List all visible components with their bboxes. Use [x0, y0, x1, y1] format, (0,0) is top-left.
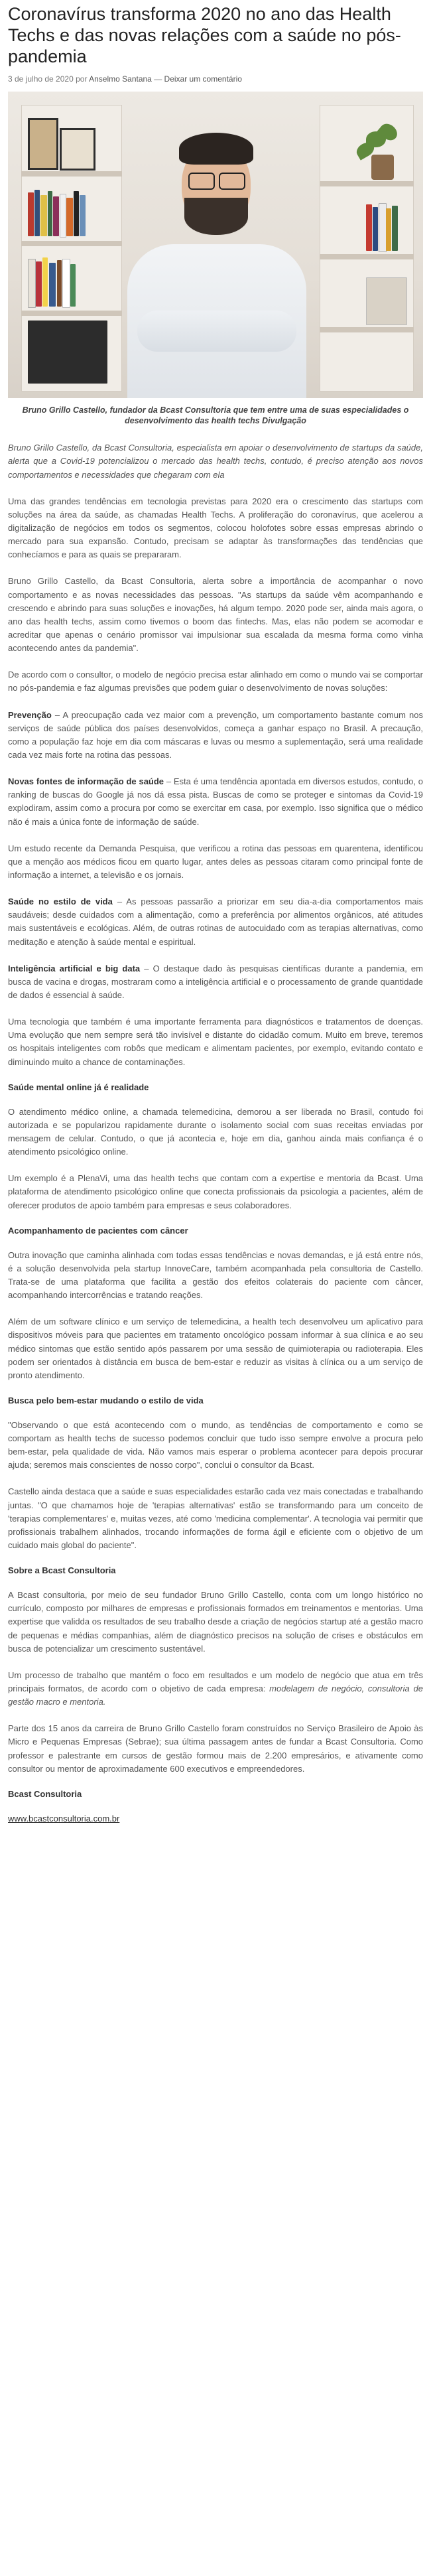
crossed-arms: [137, 311, 296, 352]
book: [28, 259, 36, 308]
book: [53, 196, 59, 236]
trend-text: – A preocupação cada vez maior com a prevenção, um comportamento bastante comum nos serviços de saúde pública dos países desenvolvidos, começa a ganhar espaço no Brasil. A precaução, como a população faz hoje em dia com máscaras e luvas ou mesmo a suplementação, será uma realidade cada vez mais forte na rotina das pessoas.: [8, 709, 423, 760]
paragraph-13: [8, 1669, 423, 1709]
author-link[interactable]: Anselmo Santana: [89, 74, 152, 84]
heading-sobre: Sobre a Bcast Consultoria: [8, 1565, 116, 1576]
book: [40, 195, 47, 236]
glasses-left-lens: [188, 173, 215, 190]
trend-text: – As pessoas passarão a priorizar em seu dia-a-dia comportamentos mais saudáveis; desde cuidados com a alimentação, como a preferência por alimentos orgânicos, até atitudes mais sustentáveis e ecológicas. Além, de outras rotinas de autocuidado com as terapias alternativas, como meditação e atenção à saúde mental e espiritual.: [8, 896, 423, 947]
paragraph-14: Parte dos 15 anos da carreira de Bruno Grillo Castello foram construídos no Serviço Brasileiro de Apoio às Micro e Pequenas Empresas (Sebrae); sua última passagem antes de fundar a Bcast Consultoria. Como professor e palestrante em cursos de gestão formou mais de 2.200 empresários, e ativamente como consultor ou mentor de aproximadamente 600 executivos e empreendedores.: [8, 1723, 423, 1774]
trend-prevencao: [8, 709, 423, 762]
paragraph-2: Bruno Grillo Castello, da Bcast Consultoria, alerta sobre a importância de acompanhar o novo comportamento e as novas necessidades das pessoas. "As startups da saúde vêm acompanhando e crescendo e abrindo para suas soluções e inovações, há algum tempo. 2020 pode ser, ainda mais agora, o ano das health techs, assim como tivemos o boom das fintechs. Mas, elas não podem se acomodar e acreditar que apenas o cenário promissor vai impulsionar sua escalada da mesma forma como vinha acontecendo antes da pandemia".: [8, 576, 423, 654]
trend-label: Novas fontes de informação de saúde: [8, 776, 164, 787]
paragraph-11: Castello ainda destaca que a saúde e suas especialidades estarão cada vez mais conectadas e trabalhando juntas. "O que chamamos hoje de 'terapias alternativas' estão se transformando para um conceito de 'terapias complementares' e, muitas vezes, até como 'medicina complementar'. A tecnologia vai permitir que profissionais trabalhem alinhados, trocando informações de forma ágil e eficiente com o objetivo de um cuidado mais global do paciente".: [8, 1486, 423, 1551]
article-meta: [8, 74, 423, 84]
trend-label: Saúde no estilo de vida: [8, 896, 113, 907]
book: [57, 260, 62, 307]
trend-label: Prevenção: [8, 709, 52, 720]
paragraph-13-text: Um processo de trabalho que mantém o foco em resultados e um modelo de negócio que atua em três principais formatos, de acordo com o objetivo de cada empresa:: [8, 1670, 423, 1694]
by-label: por: [76, 74, 88, 84]
website-link[interactable]: www.bcastconsultoria.com.br: [8, 1813, 120, 1824]
plant-pot: [371, 155, 394, 180]
paragraph-3: De acordo com o consultor, o modelo de negócio precisa estar alinhado em como o mundo vai se comportar no pós-pandemia e faz algumas previsões que podem guiar o desenvolvimento de novas soluções:: [8, 670, 423, 693]
intro-paragraph: Bruno Grillo Castello, da Bcast Consultoria, especialista em apoiar o desenvolvimento de startups da saúde, alerta que a Covid-19 potencializou o mercado das health techs, contudo, é preciso atenção aos novos comportamentos e necessidades que chegaram com ela: [8, 443, 423, 480]
shelf-board: [21, 241, 122, 246]
photo-frame: [60, 128, 95, 171]
book: [74, 191, 79, 236]
book: [62, 259, 70, 308]
book: [373, 207, 378, 251]
paragraph-6: O atendimento médico online, a chamada telemedicina, demorou a ser liberada no Brasil, contudo foi autorizada e se popularizou rapidamente durante o isolamento social com suas receitas enviadas por mensagem de celular. Contudo, o que já acontecia e, hoje em dia, ganhou ainda mais confiança é o atendimento psicológico online.: [8, 1106, 423, 1157]
meta-separator: —: [154, 74, 162, 84]
book: [49, 263, 56, 307]
trend-label: Inteligência artificial e big data: [8, 963, 141, 973]
shelf-board: [320, 181, 414, 186]
storage-box: [366, 277, 407, 325]
trend-text: – O destaque dado às pesquisas científicas durante a pandemia, em busca de vacina e drogas, mostraram como a inteligência artificial e o processamento de grande quantidade de dados é essencial à saúde.: [8, 963, 423, 1000]
book: [34, 190, 40, 236]
person-beard: [184, 198, 248, 235]
heading-saude-mental: Saúde mental online já é realidade: [8, 1082, 149, 1092]
book: [70, 264, 76, 307]
trend-fontes: [8, 775, 423, 829]
trend-estilo-de-vida: [8, 895, 423, 949]
shelf-board: [320, 327, 414, 332]
paragraph-7: Um exemplo é a PlenaVi, uma das health techs que contam com a expertise e mentoria da Bcast. Uma plataforma de atendimento psicológico online que conecta profissionais da psicologia a pacientes, além de oferecer produtos de apoio também para empresas e seus colaboradores.: [8, 1173, 423, 1210]
book: [392, 206, 398, 251]
glasses-right-lens: [219, 173, 245, 190]
featured-photo: [8, 92, 423, 398]
heading-cancer: Acompanhamento de pacientes com câncer: [8, 1225, 188, 1236]
post-date-link[interactable]: 3 de julho de 2020: [8, 74, 74, 84]
book: [60, 194, 66, 238]
paragraph-5: Uma tecnologia que também é uma importante ferramenta para diagnósticos e tratamentos de doenças. Uma evolução que nem sempre será tão invisível e distante do cidadão comum. Muito em breve, teremos os hospitais inteligentes com robôs que medicam e alimentam pacientes, por exemplo, evitando contato e diminuindo muito a chance de contaminações.: [8, 1017, 423, 1067]
paragraph-12: A Bcast consultoria, por meio de seu fundador Bruno Grillo Castello, conta com um longo histórico no currículo, composto por milhares de empresas e profissionais formados em treinamentos e mentorias. Uma expertise que validda os resultados de seu trabalho desde a criação de negócios startup até a gestão macro de pequenas e médias companhias, além de diagnóstico precisos na solução de crises e obstáculos em busca de potencializar um crescimento sustentável.: [8, 1590, 423, 1654]
heading-bem-estar: Busca pelo bem-estar mudando o estilo de vida: [8, 1395, 204, 1405]
shelf-board: [21, 311, 122, 316]
paragraph-13-formats: modelagem de negócio, consultoria de gestão macro e mentoria.: [8, 1683, 423, 1707]
book: [42, 257, 48, 307]
paragraph-9: Além de um software clínico e um serviço de telemedicina, a health tech desenvolveu um aplicativo para dispositivos móveis para que pacientes em tratamento oncológico possam informar à sua clínica e ao seu médico sintomas que estão sentido após passarem por uma sessão de quimioterapia ou radioterapia. Eles podem ser orientados à distância em busca de bem-estar e reduzir as visitas à clínica ou a um serviço de pronto atendimento.: [8, 1317, 423, 1380]
comment-link[interactable]: Deixar um comentário: [164, 74, 242, 84]
trend-ia: [8, 962, 423, 1002]
book: [28, 192, 34, 236]
paragraph-8: Outra inovação que caminha alinhada com todas essas tendências e novas demandas, e já está entre nós, é a solução desenvolvida pela startup InnoveCare, também acompanhada pela consultoria de Castello. Trata-se de uma plataforma que facilita a gestão dos efeitos colaterais do paciente com câncer, acompanhando intercorrências e tratando reações.: [8, 1250, 423, 1301]
book: [366, 204, 372, 251]
shelf-board: [320, 254, 414, 259]
book: [48, 191, 52, 236]
shelf-board: [21, 171, 122, 177]
book: [66, 198, 73, 236]
book: [80, 195, 86, 236]
book: [36, 261, 42, 307]
paragraph-4: Um estudo recente da Demanda Pesquisa, que verificou a rotina das pessoas em quarentena, identificou que a menção aos médicos ficou em quarto lugar, antes deles as pessoas citaram como principal fonte de informação a internet, a televisão e os jornais.: [8, 843, 423, 880]
book: [386, 208, 391, 251]
photo-frame: [28, 118, 58, 170]
paragraph-10: "Observando o que está acontecendo com o mundo, as tendências de comportamento e como se comportam as health techs de sucesso podemos concluir que tudo isso sempre envolve a procura pelo bem-estar, pela qualidade de vida. Não vamos mais esperar o problema acontecer para depois procurar ajuda; seremos mais conscientes de nosso corpo", conclui o consultor da Bcast.: [8, 1419, 423, 1470]
article-title: Coronavírus transforma 2020 no ano das Health Techs e das novas relações com a saúde no pós-pandemia: [8, 4, 401, 66]
person-hair: [179, 133, 253, 165]
heading-bcast-footer: Bcast Consultoria: [8, 1788, 82, 1799]
site-paragraph: [8, 1812, 423, 1825]
box: [28, 321, 107, 384]
photo-caption: Bruno Grillo Castello, fundador da Bcast Consultoria que tem entre uma de suas especialidades o desenvolvimento das health techs Divulgação: [22, 405, 409, 426]
trend-text: – Esta é uma tendência apontada em diversos estudos, contudo, o ranking de buscas do Google já nos dá essa pista. Buscas de como se proteger e sintomas da Covid-19 explodiram, assim como a procura por como se exercitar em casa, por exemplo. Isso significa que o médico não é mais a única fonte de informação de saúde.: [8, 776, 423, 827]
paragraph-1: Uma das grandes tendências em tecnologia previstas para 2020 era o crescimento das startups com soluções na área da saúde, as chamadas Health Techs. A proliferação do coronavírus, que acelerou a digitalização de negócios em todos os segmentos, colocou holofotes sobre essas empresas abrindo o mercado para sua expansão. Contudo, precisam se adaptar às transformações das tendências que conhecíamos e para as quais se prepararam.: [8, 496, 423, 560]
